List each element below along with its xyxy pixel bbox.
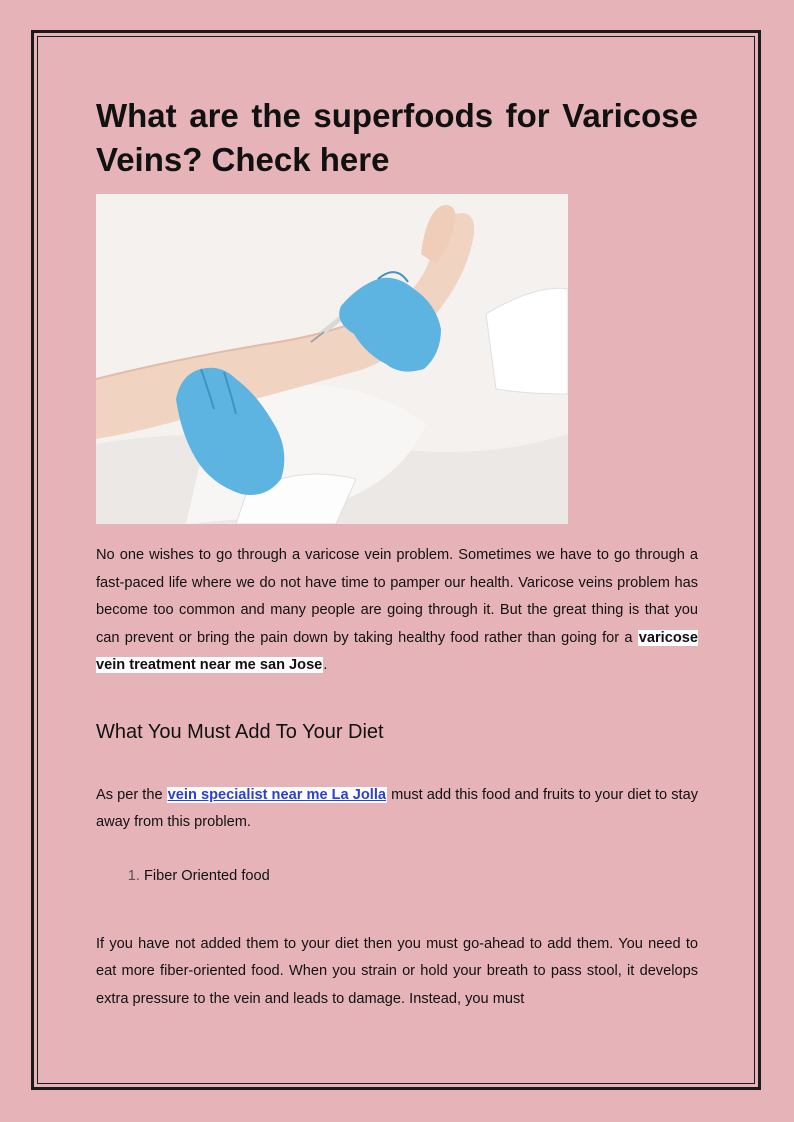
specialist-paragraph — [96, 782, 698, 837]
intro-end: . — [323, 657, 328, 673]
vein-specialist-link[interactable]: vein specialist near me La Jolla — [167, 786, 387, 803]
article — [96, 94, 698, 1013]
fiber-paragraph: If you have not added them to your diet then you must go-ahead to add them. You need to eat more fiber-oriented food. When you strain or hold your breath to pass stool, it develops extra pressure to the vein and leads to damage. Instead, you must — [96, 935, 698, 1007]
section-heading: What You Must Add To Your Diet — [96, 720, 384, 743]
specialist-text-before: As per the — [96, 786, 167, 803]
vein-treatment-photo — [96, 194, 568, 524]
article-title: What are the superfoods for Varicose Veins? Check here — [96, 97, 698, 178]
specialist-text-after: must add this food and fruits to your diet to stay away from this problem. — [96, 786, 699, 830]
intro-text: No one wishes to go through a varicose vein problem. Sometimes we have to go through a fast-paced life where we do not have time to pamper our health. Varicose veins problem has become too common and many people are going through it. But the great thing is that you can prevent or bring the pain down by taking healthy food rather than going for a — [96, 547, 698, 646]
treatment-highlight: varicose vein treatment near me san Jose — [96, 629, 698, 673]
list-item: 1. Fiber Oriented food — [144, 865, 698, 887]
food-list — [96, 865, 698, 887]
intro-paragraph — [96, 542, 698, 680]
